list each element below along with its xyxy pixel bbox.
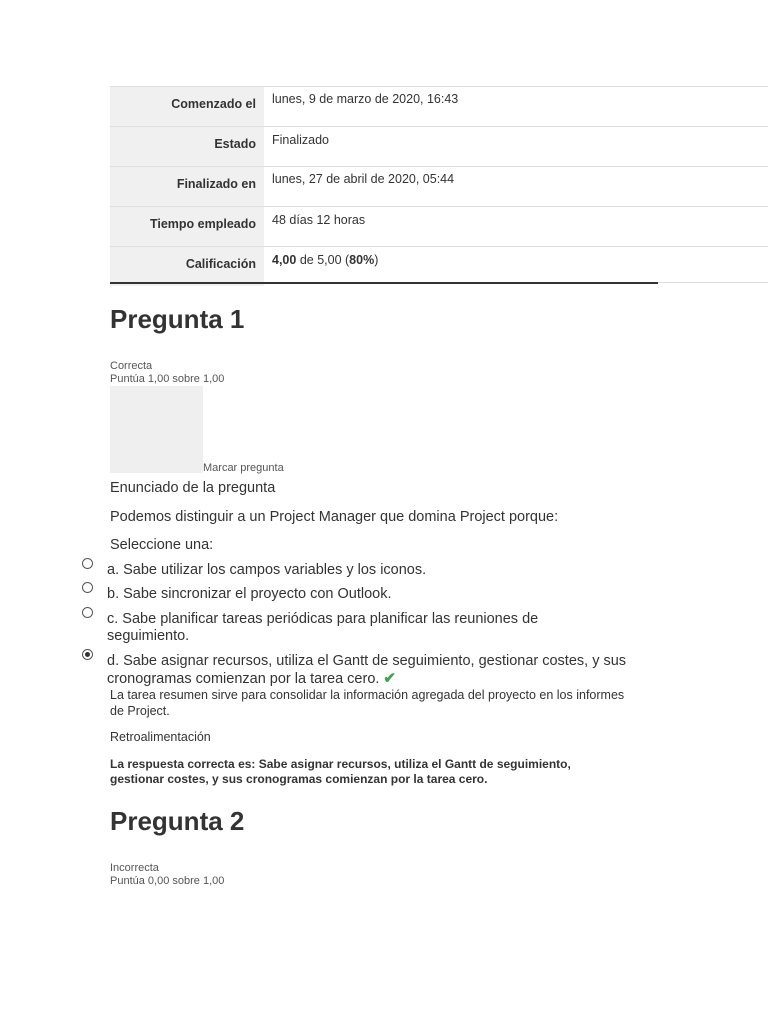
question-1-title: Pregunta 1 — [110, 304, 245, 334]
option-a-radio[interactable] — [82, 558, 93, 569]
summary-value: 48 días 12 horas — [272, 213, 366, 227]
summary-label: Tiempo empleado — [110, 207, 264, 246]
attempt-summary-table — [110, 86, 768, 286]
option-c-radio[interactable] — [82, 607, 93, 618]
summary-label: Calificación — [110, 247, 264, 286]
question-2-title: Pregunta 2 — [110, 806, 245, 836]
question-1-prompt: Podemos distinguir a un Project Manager que domina Project porque: — [110, 509, 559, 525]
summary-row-started — [110, 86, 768, 126]
flag-question-link[interactable]: Marcar pregunta — [203, 462, 284, 474]
summary-label: Estado — [110, 127, 264, 166]
summary-row-time — [110, 206, 768, 246]
option-c-label[interactable]: c. Sabe planificar tareas periódicas para planificar las reuniones de seguimiento. — [107, 611, 539, 644]
summary-divider — [110, 282, 658, 284]
summary-row-status — [110, 126, 768, 166]
question-1-status: Correcta — [110, 360, 153, 372]
grade-percent: 80% — [349, 253, 375, 267]
select-one-label: Seleccione una: — [110, 537, 214, 553]
grade-max: de 5,00 ( — [296, 253, 350, 267]
flag-icon[interactable] — [110, 386, 203, 473]
summary-value: Finalizado — [272, 133, 329, 147]
summary-row-grade — [110, 246, 768, 286]
option-a-label[interactable]: a. Sabe utilizar los campos variables y los iconos. — [107, 562, 427, 578]
summary-label: Comenzado el — [110, 87, 264, 126]
question-2-info — [110, 862, 224, 888]
question-2-score: Puntúa 0,00 sobre 1,00 — [110, 875, 225, 887]
summary-value: lunes, 27 de abril de 2020, 05:44 — [272, 172, 455, 186]
option-b-radio[interactable] — [82, 582, 93, 593]
question-1-info — [110, 360, 224, 386]
summary-value: lunes, 9 de marzo de 2020, 16:43 — [272, 92, 459, 106]
feedback-text: La respuesta correcta es: Sabe asignar recursos, utiliza el Gantt de seguimiento, gestionar costes, y sus cronogramas comienzan por la tarea cero. — [110, 757, 571, 786]
summary-row-finished — [110, 166, 768, 206]
summary-label: Finalizado en — [110, 167, 264, 206]
grade-close: ) — [374, 253, 379, 267]
statement-heading: Enunciado de la pregunta — [110, 480, 276, 496]
check-icon: ✔ — [383, 670, 396, 687]
feedback-label: Retroalimentación — [110, 730, 211, 744]
question-2-status: Incorrecta — [110, 862, 159, 874]
summary-divider-tail — [658, 282, 768, 283]
option-note: La tarea resumen sirve para consolidar la información agregada del proyecto en los informes de Project. — [110, 688, 625, 718]
question-1-score: Puntúa 1,00 sobre 1,00 — [110, 373, 225, 385]
option-d-label[interactable] — [107, 653, 647, 688]
grade-points: 4,00 — [272, 253, 297, 267]
option-d-radio[interactable] — [82, 649, 93, 660]
option-d-text: d. Sabe asignar recursos, utiliza el Gantt de seguimiento, gestionar costes, y sus cronogramas comienzan por la tarea cero. — [107, 653, 627, 687]
option-b-label[interactable]: b. Sabe sincronizar el proyecto con Outlook. — [107, 586, 392, 602]
summary-value-grade — [264, 247, 768, 286]
